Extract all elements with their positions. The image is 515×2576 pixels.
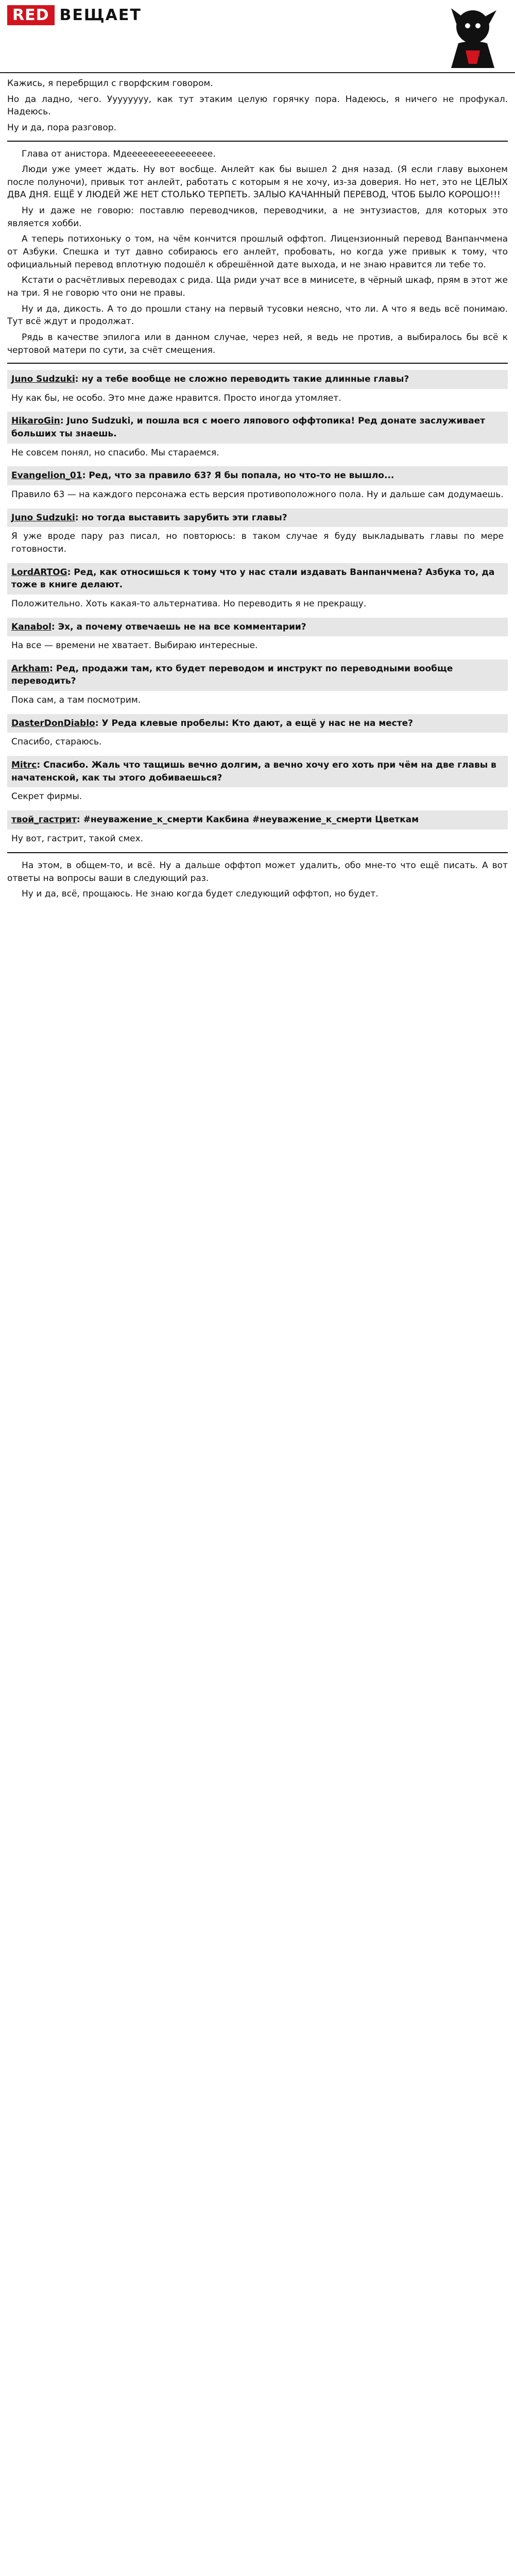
question-text: Ред, продажи там, кто будет переводом и инструкт по переводными вообще переводить? bbox=[11, 663, 453, 687]
question: Juno Sudzuki: ну а тебе вообще не сложно переводить такие длинные главы? bbox=[7, 370, 508, 389]
question: Arkham: Ред, продажи там, кто будет переводом и инструкт по переводными вообще переводить? bbox=[7, 659, 508, 691]
answer: Спасибо, стараюсь. bbox=[11, 737, 102, 748]
divider bbox=[7, 141, 508, 142]
commenter-name: Kanabol bbox=[11, 621, 52, 632]
intro-line: Но да ладно, чего. Уууууууу, как тут этаким целую горячку пора. Надеюсь, я ничего не профукал. Надеюсь. bbox=[7, 94, 508, 117]
question: Evangelion_01: Ред, что за правило 63? Я бы попала, но что-то не вышло... bbox=[7, 466, 508, 485]
question: HikaroGin: Juno Sudzuki, и пошла вся с моего ляпового оффтопика! Ред донате заслуживает больших ты знаешь. bbox=[7, 412, 508, 443]
question-text: но тогда выставить зарубить эти главы? bbox=[81, 512, 287, 523]
chapter-paragraph: Ну и даже не говорю: поставлю переводчиков, переводчики, а не энтузиастов, для которых это является хобби. bbox=[7, 206, 508, 229]
qa-item bbox=[7, 618, 508, 652]
answer: На все — времени не хватает. Выбираю интересные. bbox=[11, 640, 258, 651]
question-text: #неуважение_к_смерти Какбина #неуважение_к_смерти Цветкам bbox=[83, 814, 419, 825]
outro-paragraph: На этом, в общем-то, и всё. Ну а дальше оффтоп может удалить, обо мне-то что ещё писать. А вот ответы на вопросы ваши в следующий раз. bbox=[7, 860, 508, 884]
answer: Ну как бы, не особо. Это мне даже нравится. Просто иногда утомляет. bbox=[11, 393, 341, 403]
mid-paragraph: Ну и да, дикость. А то до прошли стану на первый тусовки неясно, что ли. А что я ведь всё понимаю. Тут всё ждут и продолжат. bbox=[7, 303, 508, 327]
question-text: Ред, что за правило 63? Я бы попала, но что-то не вышло... bbox=[89, 470, 394, 481]
qa-item bbox=[7, 370, 508, 404]
question: Kanabol: Эх, а почему отвечаешь не на все комментарии? bbox=[7, 618, 508, 637]
commenter-name: Mitrc bbox=[11, 759, 37, 770]
question: Juno Sudzuki: но тогда выставить зарубить эти главы? bbox=[7, 509, 508, 528]
chapter-paragraph: Глава от анистора. Мдееееееееееееееее. bbox=[22, 148, 216, 159]
question: LordARTOG: Ред, как относишься к тому что у нас стали издавать Ванпанчмена? Азбука то, да тоже в книге делают. bbox=[7, 563, 508, 595]
intro-line: Кажись, я перебрщил с гворфским говором. bbox=[7, 78, 213, 89]
answer: Правило 63 — на каждого персонажа есть версия противоположного пола. Ну и дальше сам додумаешь. bbox=[11, 489, 504, 500]
outro-paragraph: Ну и да, всё, прощаюсь. Не знаю когда будет следующий оффтоп, но будет. bbox=[22, 889, 379, 900]
answer: Ну вот, гастрит, такой смех. bbox=[11, 833, 144, 844]
question-text: Эх, а почему отвечаешь не на все комментарии? bbox=[58, 621, 306, 632]
mid-paragraph: Кстати о расчётливых переводах с рида. Ща риди учат все в минисете, в чёрный шкаф, прям в этот же на три. Я не говорю что они не правы. bbox=[7, 275, 508, 298]
answer: Не совсем понял, но спасибо. Мы стараемся. bbox=[11, 447, 219, 458]
chapter-paragraph: Люди уже умеет ждать. Ну вот восбще. Анлейт как бы вышел 2 дня назад. (Я если главу выхонем после полуночи), привык тот анлейт, работать с которым я не хочу, из-за доверия. Но нет, это не ЦЕЛЫХ ДВА ДНЯ. ЕЩЁ У ЛЮДЕЙ ЖЕ НЕТ СТОЛЬКО ТЕРПЕТЬ. ЗАЛЫО КАЧАННЫЙ ПЕРЕВОД, ЧТОБ БЫЛО КОРОШО!!! bbox=[7, 164, 508, 200]
question-text: Juno Sudzuki, и пошла вся с моего ляпового оффтопика! Ред донате заслуживает больших ты знаешь. bbox=[11, 416, 486, 439]
commenter-name: HikaroGin bbox=[11, 416, 60, 427]
intro-line: Ну и да, пора разговор. bbox=[7, 122, 117, 133]
qa-item bbox=[7, 466, 508, 501]
qa-item bbox=[7, 563, 508, 611]
commenter-name: твой_гастрит bbox=[11, 814, 77, 825]
commenter-name: Juno Sudzuki bbox=[11, 512, 75, 523]
commenter-name: Juno Sudzuki bbox=[11, 374, 75, 385]
qa-item bbox=[7, 659, 508, 707]
answer: Положительно. Хоть какая-то альтернатива. Но переводить я не прекращу. bbox=[11, 598, 367, 609]
divider bbox=[7, 363, 508, 364]
question: Mitrc: Спасибо. Жаль что тащишь вечно долгим, а вечно хочу его хоть при чём на две главы в начатенской, как ты этого добиваешься? bbox=[7, 756, 508, 787]
qa-item bbox=[7, 509, 508, 556]
qa-item bbox=[7, 810, 508, 845]
qa-item bbox=[7, 756, 508, 803]
question-text: Ред, как относишься к тому что у нас стали издавать Ванпанчмена? Азбука то, да тоже в книге делают. bbox=[11, 567, 495, 590]
answer: Я уже вроде пару раз писал, но повторюсь: в таком случае я буду выкладывать главы по мере готовности. bbox=[11, 531, 504, 554]
qa-item bbox=[7, 714, 508, 749]
mascot-illustration bbox=[441, 3, 503, 69]
commenter-name: Arkham bbox=[11, 663, 50, 674]
answer: Пока сам, а там посмотрим. bbox=[11, 695, 141, 706]
question-text: ну а тебе вообще не сложно переводить такие длинные главы? bbox=[81, 374, 409, 385]
question: твой_гастрит: #неуважение_к_смерти Какбина #неуважение_к_смерти Цветкам bbox=[7, 810, 508, 829]
divider bbox=[7, 852, 508, 853]
question-text: Спасибо. Жаль что тащишь вечно долгим, а вечно хочу его хоть при чём на две главы в начатенской, как ты этого добиваешься? bbox=[11, 759, 496, 783]
chapter-paragraph: А теперь потихоньку о том, на чём кончится прошлый оффтоп. Лицензионный перевод Ванпанчмена от Азбуки. Спешка и тут давно собираюсь его анлейт, пробовать, но когда уже привык к тому, что официальный перевод вплотную подошёл к обрешённой дате выхода, и не знаю нравится ли тебе то. bbox=[7, 234, 508, 270]
mid-paragraph: Рядь в качестве эпилога или в данном случае, через ней, я ведь не против, а выбиралось бы всё к чертовой матери по сути, за счёт смещения. bbox=[7, 332, 508, 355]
qa-item bbox=[7, 412, 508, 459]
question-text: У Реда клевые пробелы: Кто дают, а ещё у нас не на месте? bbox=[101, 718, 413, 728]
commenter-name: Evangelion_01 bbox=[11, 470, 82, 481]
question: DasterDonDiablo: У Реда клевые пробелы: Кто дают, а ещё у нас не на месте? bbox=[7, 714, 508, 733]
commenter-name: DasterDonDiablo bbox=[11, 718, 95, 728]
commenter-name: LordARTOG bbox=[11, 567, 67, 578]
article-body bbox=[7, 77, 508, 904]
brand-title: ВЕЩАЕТ bbox=[59, 6, 142, 24]
answer: Секрет фирмы. bbox=[11, 791, 82, 802]
header bbox=[0, 0, 515, 73]
brand-logo bbox=[7, 5, 142, 25]
brand-red: RED bbox=[7, 5, 55, 25]
